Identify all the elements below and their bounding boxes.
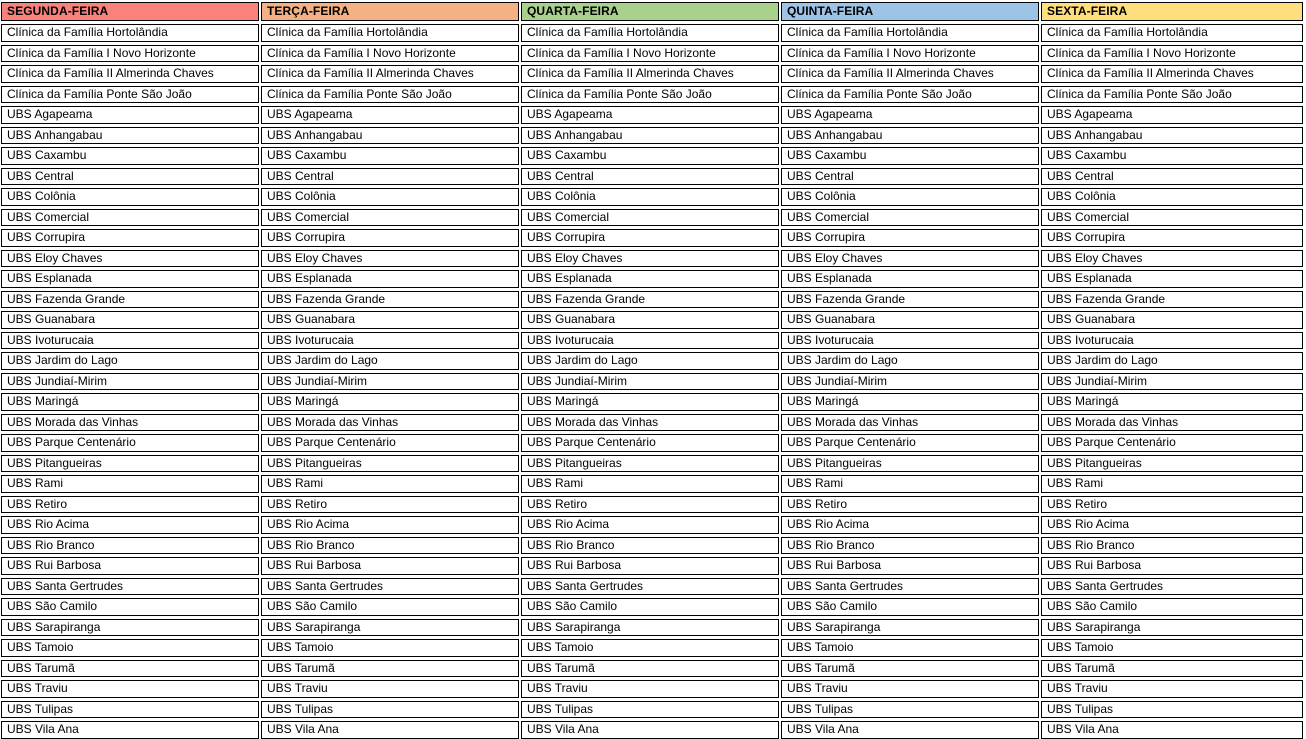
column-header: SEGUNDA-FEIRA <box>1 2 259 21</box>
day-column-5 <box>1041 2 1303 739</box>
facility-cell: UBS Guanabara <box>781 311 1039 329</box>
facility-cell: UBS Rami <box>261 475 519 493</box>
facility-cell: UBS São Camilo <box>261 598 519 616</box>
facility-cell: UBS Central <box>261 168 519 186</box>
facility-cell: UBS Tulipas <box>1 701 259 719</box>
facility-cell: UBS Comercial <box>261 209 519 227</box>
facility-cell: Clínica da Família I Novo Horizonte <box>1041 45 1303 63</box>
facility-cell: UBS Rami <box>521 475 779 493</box>
facility-cell: UBS Jundiaí-Mirim <box>1 373 259 391</box>
facility-cell: UBS Comercial <box>781 209 1039 227</box>
facility-cell: UBS Anhangabau <box>521 127 779 145</box>
facility-cell: UBS Esplanada <box>1041 270 1303 288</box>
facility-cell: UBS Rio Branco <box>1041 537 1303 555</box>
facility-cell: UBS Central <box>781 168 1039 186</box>
facility-cell: UBS Corrupira <box>521 229 779 247</box>
facility-cell: UBS Esplanada <box>781 270 1039 288</box>
facility-cell: UBS Comercial <box>521 209 779 227</box>
facility-cell: Clínica da Família Ponte São João <box>521 86 779 104</box>
facility-cell: UBS Jardim do Lago <box>1 352 259 370</box>
facility-cell: UBS Pitangueiras <box>261 455 519 473</box>
day-column-1 <box>1 2 259 739</box>
facility-cell: UBS Santa Gertrudes <box>521 578 779 596</box>
facility-cell: UBS Retiro <box>1041 496 1303 514</box>
facility-cell: UBS Traviu <box>521 680 779 698</box>
facility-cell: UBS Anhangabau <box>1 127 259 145</box>
facility-cell: Clínica da Família II Almerinda Chaves <box>1041 65 1303 83</box>
facility-cell: UBS Rio Acima <box>521 516 779 534</box>
facility-cell: UBS Colônia <box>261 188 519 206</box>
facility-cell: UBS Caxambu <box>781 147 1039 165</box>
facility-cell: UBS Rami <box>1041 475 1303 493</box>
facility-cell: UBS Morada das Vinhas <box>261 414 519 432</box>
facility-cell: UBS Rio Branco <box>781 537 1039 555</box>
facility-cell: UBS Ivoturucaia <box>261 332 519 350</box>
facility-cell: UBS Jardim do Lago <box>1041 352 1303 370</box>
facility-cell: UBS Agapeama <box>261 106 519 124</box>
facility-cell: Clínica da Família Hortolândia <box>261 24 519 42</box>
facility-cell: Clínica da Família II Almerinda Chaves <box>521 65 779 83</box>
facility-cell: UBS Jundiaí-Mirim <box>261 373 519 391</box>
facility-cell: UBS Tarumã <box>781 660 1039 678</box>
facility-cell: UBS Rio Acima <box>261 516 519 534</box>
facility-cell: UBS Rami <box>781 475 1039 493</box>
facility-cell: UBS Guanabara <box>1041 311 1303 329</box>
facility-cell: UBS Fazenda Grande <box>1 291 259 309</box>
facility-cell: UBS Retiro <box>1 496 259 514</box>
facility-cell: UBS Agapeama <box>1041 106 1303 124</box>
facility-cell: UBS Jardim do Lago <box>261 352 519 370</box>
facility-cell: Clínica da Família Ponte São João <box>1041 86 1303 104</box>
facility-cell: UBS São Camilo <box>1041 598 1303 616</box>
facility-cell: UBS Agapeama <box>781 106 1039 124</box>
facility-cell: UBS Traviu <box>781 680 1039 698</box>
facility-cell: UBS Vila Ana <box>261 721 519 739</box>
facility-cell: UBS Sarapiranga <box>261 619 519 637</box>
facility-cell: UBS Fazenda Grande <box>1041 291 1303 309</box>
facility-cell: UBS Colônia <box>1 188 259 206</box>
facility-cell: UBS Fazenda Grande <box>521 291 779 309</box>
facility-cell: UBS Traviu <box>1 680 259 698</box>
facility-cell: UBS Jundiaí-Mirim <box>781 373 1039 391</box>
facility-cell: UBS Retiro <box>261 496 519 514</box>
facility-cell: UBS Maringá <box>781 393 1039 411</box>
facility-cell: UBS Pitangueiras <box>1041 455 1303 473</box>
column-header: SEXTA-FEIRA <box>1041 2 1303 21</box>
facility-cell: UBS Corrupira <box>781 229 1039 247</box>
facility-cell: UBS Rio Acima <box>1041 516 1303 534</box>
facility-cell: UBS Jundiaí-Mirim <box>1041 373 1303 391</box>
facility-cell: UBS Guanabara <box>521 311 779 329</box>
facility-cell: UBS Sarapiranga <box>781 619 1039 637</box>
facility-cell: UBS Anhangabau <box>261 127 519 145</box>
facility-cell: UBS Rio Branco <box>521 537 779 555</box>
column-header: TERÇA-FEIRA <box>261 2 519 21</box>
day-column-3 <box>521 2 779 739</box>
facility-cell: UBS Jardim do Lago <box>781 352 1039 370</box>
facility-cell: UBS Sarapiranga <box>1041 619 1303 637</box>
facility-cell: UBS Tamoio <box>1 639 259 657</box>
facility-cell: UBS Tarumã <box>521 660 779 678</box>
facility-cell: UBS Santa Gertrudes <box>781 578 1039 596</box>
facility-cell: UBS Rami <box>1 475 259 493</box>
facility-cell: UBS Guanabara <box>1 311 259 329</box>
facility-cell: UBS Agapeama <box>521 106 779 124</box>
facility-cell: Clínica da Família Hortolândia <box>781 24 1039 42</box>
facility-cell: UBS Parque Centenário <box>261 434 519 452</box>
facility-cell: Clínica da Família II Almerinda Chaves <box>261 65 519 83</box>
facility-cell: Clínica da Família Hortolândia <box>1041 24 1303 42</box>
facility-cell: UBS Esplanada <box>261 270 519 288</box>
facility-cell: UBS Parque Centenário <box>781 434 1039 452</box>
facility-cell: UBS Tamoio <box>1041 639 1303 657</box>
facility-cell: UBS Santa Gertrudes <box>1 578 259 596</box>
facility-cell: UBS Morada das Vinhas <box>1041 414 1303 432</box>
facility-cell: UBS Rui Barbosa <box>261 557 519 575</box>
facility-cell: UBS Esplanada <box>1 270 259 288</box>
facility-cell: UBS Tulipas <box>521 701 779 719</box>
facility-cell: UBS Tulipas <box>781 701 1039 719</box>
day-column-2 <box>261 2 519 739</box>
facility-cell: UBS São Camilo <box>1 598 259 616</box>
facility-cell: UBS Tulipas <box>1041 701 1303 719</box>
column-header: QUARTA-FEIRA <box>521 2 779 21</box>
facility-cell: UBS Colônia <box>781 188 1039 206</box>
facility-cell: UBS Sarapiranga <box>1 619 259 637</box>
facility-cell: UBS Pitangueiras <box>521 455 779 473</box>
facility-cell: UBS Vila Ana <box>521 721 779 739</box>
facility-cell: UBS Comercial <box>1 209 259 227</box>
facility-cell: UBS Ivoturucaia <box>1 332 259 350</box>
facility-cell: UBS Eloy Chaves <box>1041 250 1303 268</box>
facility-cell: UBS Caxambu <box>261 147 519 165</box>
facility-cell: UBS Vila Ana <box>1041 721 1303 739</box>
facility-cell: UBS Caxambu <box>521 147 779 165</box>
facility-cell: UBS Anhangabau <box>1041 127 1303 145</box>
facility-cell: UBS São Camilo <box>781 598 1039 616</box>
facility-cell: UBS Morada das Vinhas <box>781 414 1039 432</box>
facility-cell: UBS Maringá <box>521 393 779 411</box>
facility-cell: UBS Maringá <box>1 393 259 411</box>
facility-cell: UBS Fazenda Grande <box>781 291 1039 309</box>
facility-cell: Clínica da Família II Almerinda Chaves <box>1 65 259 83</box>
facility-cell: Clínica da Família I Novo Horizonte <box>521 45 779 63</box>
facility-cell: UBS São Camilo <box>521 598 779 616</box>
facility-cell: UBS Agapeama <box>1 106 259 124</box>
facility-cell: UBS Tarumã <box>1041 660 1303 678</box>
facility-cell: UBS Eloy Chaves <box>1 250 259 268</box>
facility-cell: UBS Rio Branco <box>1 537 259 555</box>
facility-cell: UBS Fazenda Grande <box>261 291 519 309</box>
facility-cell: UBS Traviu <box>1041 680 1303 698</box>
facility-cell: UBS Ivoturucaia <box>781 332 1039 350</box>
facility-cell: UBS Rui Barbosa <box>521 557 779 575</box>
facility-cell: Clínica da Família Ponte São João <box>261 86 519 104</box>
facility-cell: UBS Tamoio <box>261 639 519 657</box>
facility-cell: UBS Central <box>1041 168 1303 186</box>
facility-cell: UBS Rio Acima <box>781 516 1039 534</box>
facility-cell: UBS Santa Gertrudes <box>261 578 519 596</box>
facility-cell: UBS Esplanada <box>521 270 779 288</box>
facility-cell: UBS Jardim do Lago <box>521 352 779 370</box>
facility-cell: UBS Vila Ana <box>781 721 1039 739</box>
facility-cell: UBS Ivoturucaia <box>1041 332 1303 350</box>
facility-cell: UBS Jundiaí-Mirim <box>521 373 779 391</box>
facility-cell: UBS Rui Barbosa <box>1041 557 1303 575</box>
facility-cell: UBS Tarumã <box>261 660 519 678</box>
facility-cell: Clínica da Família I Novo Horizonte <box>261 45 519 63</box>
facility-cell: UBS Vila Ana <box>1 721 259 739</box>
facility-cell: UBS Eloy Chaves <box>261 250 519 268</box>
facility-cell: UBS Ivoturucaia <box>521 332 779 350</box>
facility-cell: UBS Eloy Chaves <box>781 250 1039 268</box>
facility-cell: UBS Parque Centenário <box>521 434 779 452</box>
facility-cell: Clínica da Família Ponte São João <box>781 86 1039 104</box>
facility-cell: UBS Colônia <box>521 188 779 206</box>
facility-cell: UBS Tamoio <box>781 639 1039 657</box>
facility-cell: UBS Corrupira <box>1 229 259 247</box>
facility-cell: Clínica da Família Hortolândia <box>1 24 259 42</box>
facility-cell: UBS Retiro <box>521 496 779 514</box>
facility-cell: UBS Rio Acima <box>1 516 259 534</box>
facility-cell: UBS Caxambu <box>1 147 259 165</box>
facility-cell: UBS Santa Gertrudes <box>1041 578 1303 596</box>
facility-cell: UBS Pitangueiras <box>1 455 259 473</box>
facility-cell: UBS Tamoio <box>521 639 779 657</box>
facility-cell: UBS Rui Barbosa <box>781 557 1039 575</box>
facility-cell: UBS Sarapiranga <box>521 619 779 637</box>
facility-cell: UBS Central <box>521 168 779 186</box>
facility-cell: UBS Central <box>1 168 259 186</box>
facility-cell: UBS Morada das Vinhas <box>521 414 779 432</box>
facility-cell: UBS Tulipas <box>261 701 519 719</box>
facility-cell: UBS Caxambu <box>1041 147 1303 165</box>
facility-cell: UBS Anhangabau <box>781 127 1039 145</box>
facility-cell: UBS Colônia <box>1041 188 1303 206</box>
facility-cell: UBS Tarumã <box>1 660 259 678</box>
facility-cell: UBS Comercial <box>1041 209 1303 227</box>
facility-cell: UBS Corrupira <box>261 229 519 247</box>
facility-cell: Clínica da Família I Novo Horizonte <box>781 45 1039 63</box>
facility-cell: Clínica da Família Ponte São João <box>1 86 259 104</box>
facility-cell: UBS Morada das Vinhas <box>1 414 259 432</box>
day-column-4 <box>781 2 1039 739</box>
facility-cell: UBS Rio Branco <box>261 537 519 555</box>
facility-cell: Clínica da Família I Novo Horizonte <box>1 45 259 63</box>
facility-cell: UBS Corrupira <box>1041 229 1303 247</box>
facility-cell: UBS Maringá <box>261 393 519 411</box>
column-header: QUINTA-FEIRA <box>781 2 1039 21</box>
facility-cell: UBS Parque Centenário <box>1 434 259 452</box>
facility-cell: UBS Retiro <box>781 496 1039 514</box>
facility-cell: UBS Pitangueiras <box>781 455 1039 473</box>
facility-cell: Clínica da Família II Almerinda Chaves <box>781 65 1039 83</box>
facility-cell: UBS Rui Barbosa <box>1 557 259 575</box>
facility-cell: UBS Maringá <box>1041 393 1303 411</box>
weekly-schedule-table <box>1 2 1306 739</box>
facility-cell: UBS Traviu <box>261 680 519 698</box>
facility-cell: UBS Parque Centenário <box>1041 434 1303 452</box>
facility-cell: UBS Guanabara <box>261 311 519 329</box>
facility-cell: UBS Eloy Chaves <box>521 250 779 268</box>
facility-cell: Clínica da Família Hortolândia <box>521 24 779 42</box>
